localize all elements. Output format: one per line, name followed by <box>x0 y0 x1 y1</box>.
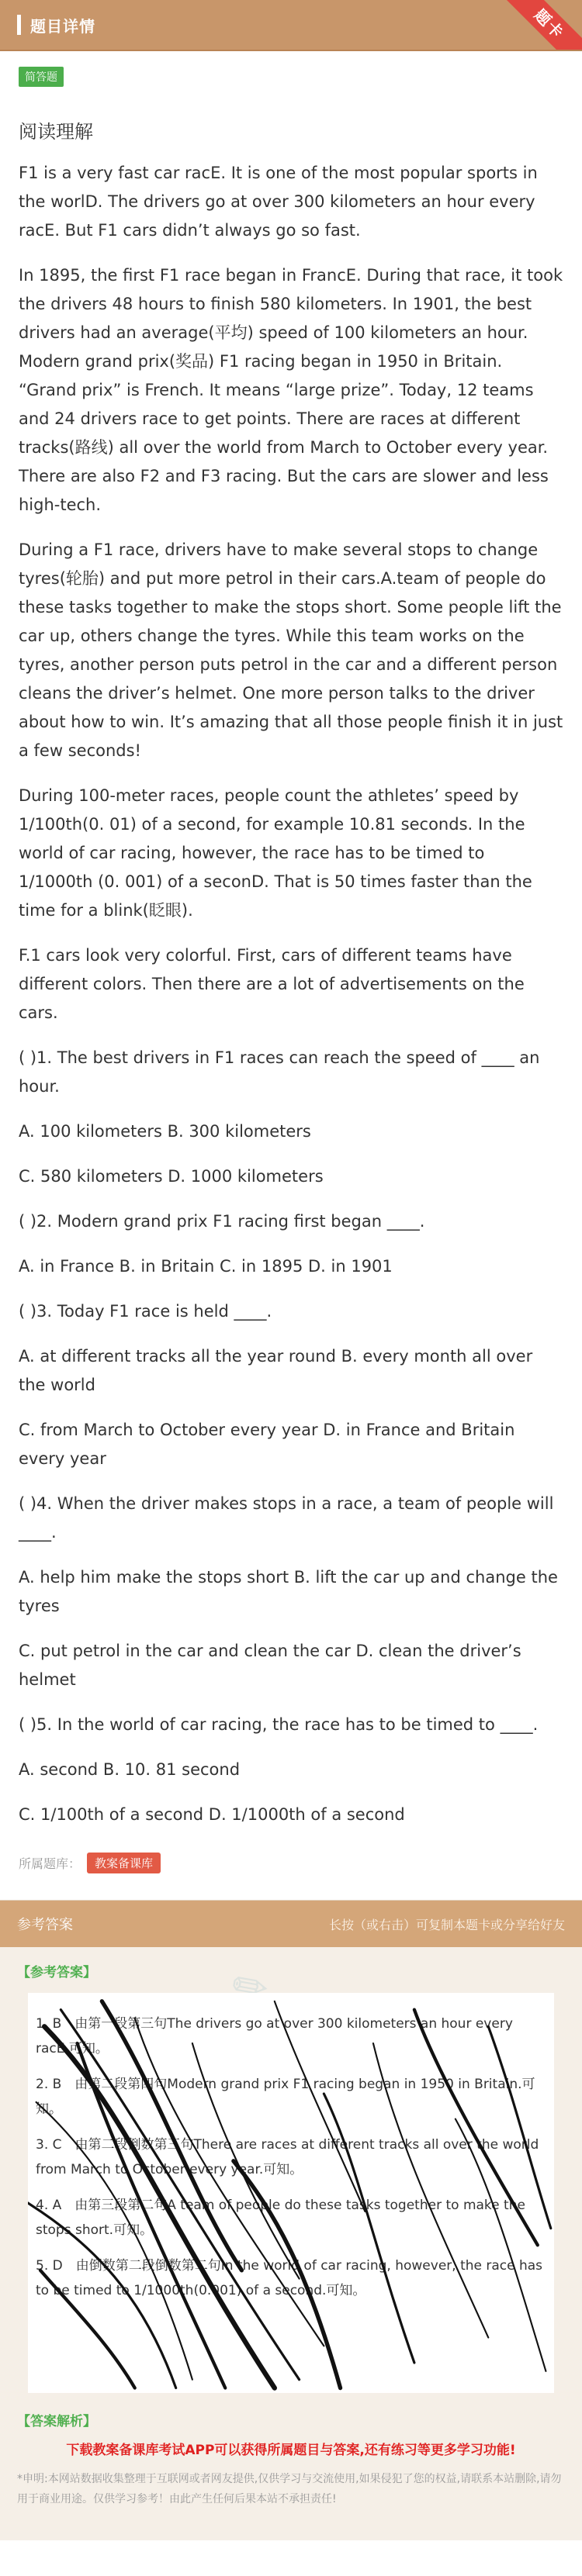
question-options: A. at different tracks all the year round B. every month all over the world <box>19 1347 533 1394</box>
passage-paragraph: During 100-meter races, people count the athletes’ speed by 1/100th(0. 01) of a second, for example 10.81 seconds. In the world of car racing, however, the race has to be timed to 1/1000th (0. 001) of a seconD. That is 50 times faster than the time for a blink(眨眼). <box>19 786 532 920</box>
download-app-promo[interactable]: 下载教案备课库考试APP可以获得所属题目与答案,还有练习等更多学习功能! <box>66 2443 516 2458</box>
question-content <box>0 51 582 1873</box>
card-ribbon[interactable]: 题卡 <box>496 0 582 51</box>
question-stem: ( )4. When the driver makes stops in a race, a team of people will ____. <box>19 1494 554 1542</box>
answer-header-title: 参考答案 <box>17 1917 73 1933</box>
question-options: C. 580 kilometers D. 1000 kilometers <box>19 1167 324 1186</box>
disclaimer: *申明:本网站数据收集整理于互联网或者网友提供,仅供学习与交流使用,如果侵犯了您的权益,请联系本站删除,请勿用于商业用途。仅供学习参考！由此产生任何后果本站不承担责任! <box>17 2473 562 2505</box>
question-options: C. 1/100th of a second D. 1/1000th of a second <box>19 1805 405 1824</box>
question-options: C. put petrol in the car and clean the car D. clean the driver’s helmet <box>19 1642 521 1689</box>
passage-paragraph: In 1895, the first F1 race began in FrancE. During that race, it took the drivers 48 hours to finish 580 kilometers. In 1901, the best drivers had an average(平均) speed of 100 kilometers an hour. Modern grand prix(奖品) F1 racing began in 1950 in Britain. “Grand prix” is French. It means “large prize”. Today, 12 teams and 24 drivers race to get points. There are races at different tracks(路线) all over the world from March to October every year. There are also F2 and F3 racing. But the cars are slower and less high-tech. <box>19 266 563 514</box>
question-type-badge: 简答题 <box>19 67 64 87</box>
answer-item: 4. A 由第三段第二句A team of people do these tasks together to make the stops short.可知。 <box>36 2198 525 2238</box>
passage-paragraph: F.1 cars look very colorful. First, cars of different teams have different colors. Then there are a lot of advertisements on the cars. <box>19 946 525 1022</box>
analysis-label: 【答案解析】 <box>17 2414 96 2429</box>
question-options: A. help him make the stops short B. lift the car up and change the tyres <box>19 1568 558 1615</box>
header-title: 题目详情 <box>30 16 95 36</box>
answer-item: 5. D 由倒数第二段倒数第二句In the world of car racing, however, the race has to be timed to 1/1000th(0.001) of a second.可知。 <box>36 2258 543 2298</box>
passage-paragraph: During a F1 race, drivers have to make several stops to change tyres(轮胎) and put more petrol in their cars.A.team of people do these tasks together to make the stops short. Some people lift the car up, others change the tyres. While this team works on the tyres, another person puts petrol in the car and a different person cleans the driver’s helmet. One more person talks to the driver about how to win. It’s amazing that all those people finish it in just a few seconds! <box>19 540 563 760</box>
answer-label: 【参考答案】 <box>17 1965 96 1980</box>
source-row <box>19 1853 563 1873</box>
question-stem: ( )1. The best drivers in F1 races can reach the speed of ____ an hour. <box>19 1048 540 1096</box>
answer-item: 1. B 由第一段第三句The drivers go at over 300 kilometers an hour every racE.可知。 <box>36 2016 513 2056</box>
question-stem: ( )3. Today F1 race is held ____. <box>19 1302 272 1321</box>
passage-paragraph: F1 is a very fast car racE. It is one of the most popular sports in the worlD. The drivers go at over 300 kilometers an hour every racE. But F1 cars didn’t always go so fast. <box>19 164 538 240</box>
detail-header <box>0 0 582 51</box>
answer-item: 2. B 由第二段第四句Modern grand prix F1 racing began in 1950 in Britain.可知。 <box>36 2077 535 2117</box>
source-label: 所属题库： <box>19 1856 81 1871</box>
question-options: A. 100 kilometers B. 300 kilometers <box>19 1122 311 1141</box>
answer-box <box>28 1993 554 2393</box>
question-stem: ( )2. Modern grand prix F1 racing first began ____. <box>19 1212 425 1231</box>
question-options: A. second B. 10. 81 second <box>19 1760 241 1779</box>
watermark: ✎ <box>222 1956 279 2018</box>
question-options: A. in France B. in Britain C. in 1895 D. in 1901 <box>19 1257 393 1276</box>
answer-panel <box>0 1900 582 2540</box>
header-accent-mark <box>17 15 21 35</box>
answer-inner <box>0 1947 582 2509</box>
question-options: C. from March to October every year D. in France and Britain every year <box>19 1421 515 1468</box>
answer-header <box>0 1901 582 1947</box>
question-stem: ( )5. In the world of car racing, the race has to be timed to ____. <box>19 1715 539 1734</box>
source-tag[interactable]: 教案备课库 <box>87 1853 161 1873</box>
section-heading: 阅读理解 <box>19 121 93 143</box>
answer-item: 3. C 由第二段倒数第三句There are races at different tracks all over the world from March to October every year.可知。 <box>36 2137 539 2177</box>
share-hint[interactable]: 长按（或右击）可复制本题卡或分享给好友 <box>328 1917 565 1932</box>
